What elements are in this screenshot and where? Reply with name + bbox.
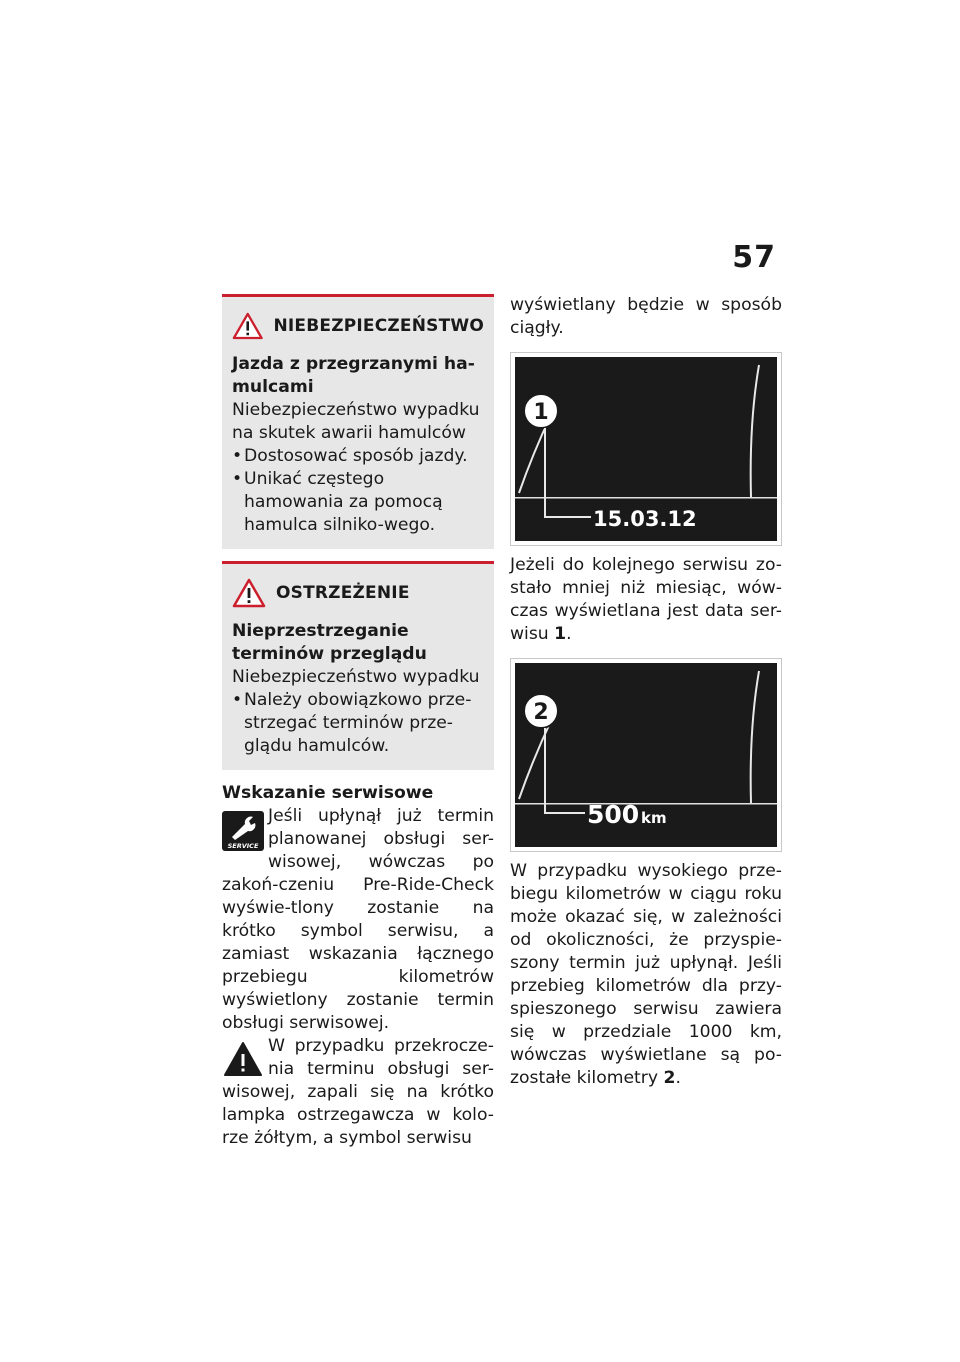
section-heading: Wskazanie serwisowe <box>222 783 434 803</box>
warning-subtitle: Nieprzestrzeganie terminów przeglądu <box>232 621 427 664</box>
danger-bullets <box>232 445 484 537</box>
warning-box <box>222 561 494 770</box>
warning-triangle-icon <box>232 311 263 341</box>
callout-2: 2 <box>533 700 549 725</box>
danger-text: Niebezpieczeństwo wypadku na skutek awarii hamulców <box>232 400 480 443</box>
warning-triangle-icon <box>232 578 266 608</box>
reference-2: 2 <box>663 1068 676 1088</box>
dashboard-display-km <box>510 658 782 852</box>
service-paragraph-1: Jeśli upłynął już termin planowanej obsługi ser-wisowej, wówczas po zakoń-czeniu Pre-Ride-Check wyświe-tlony zostanie na krótko symbol serwisu, a zamiast wskazania łącznego przebiegu kilometrów wyświetlony zostanie termin obsługi serwisowej. <box>222 806 494 1033</box>
right-paragraph-bottom-end: . <box>675 1068 681 1088</box>
warning-bullets <box>232 689 484 758</box>
reference-1: 1 <box>554 624 567 644</box>
right-paragraph-mid-text: Jeżeli do kolejnego serwisu zo-stało mniej niż miesiąc, wów-czas wyświetlana jest data ser-wisu <box>510 555 782 644</box>
dashboard-display-date <box>510 352 782 546</box>
right-paragraph-mid-end: . <box>566 624 572 644</box>
service-wrench-icon <box>222 811 264 851</box>
right-paragraph-bottom <box>510 860 782 1090</box>
warning-box-header <box>232 578 484 608</box>
warning-title: OSTRZEŻENIE <box>276 582 410 603</box>
danger-subtitle: Jazda z przegrzanymi ha-mulcami <box>232 354 475 397</box>
service-icon-label: SERVICE <box>227 842 259 850</box>
warning-lamp-icon <box>222 1039 264 1079</box>
danger-title: NIEBEZPIECZEŃSTWO <box>273 315 484 336</box>
remaining-km-value: 500 <box>587 800 640 829</box>
service-date-value: 15.03.12 <box>593 507 697 531</box>
danger-box-header <box>232 311 484 341</box>
danger-bullet-2: • Unikać częstego hamowania za pomocą hamulca silniko-wego. <box>232 468 484 537</box>
right-paragraph-top: wyświetlany będzie w sposób ciągły. <box>510 295 782 338</box>
left-column <box>222 294 494 1150</box>
warning-bullet-1: • Należy obowiązkowo prze-strzegać terminów prze-glądu hamulców. <box>232 689 484 758</box>
danger-bullet-1: • Dostosować sposób jazdy. <box>232 445 484 468</box>
danger-box <box>222 294 494 549</box>
callout-1: 1 <box>533 400 549 425</box>
remaining-km-unit: km <box>641 809 667 827</box>
page-number: 57 <box>732 240 776 275</box>
right-paragraph-bottom-text: W przypadku wysokiego prze-biegu kilometrów w ciągu roku może okazać się, w zależności od okoliczności, że przyspie-szony termin już upłynął. Jeśli przebieg kilometrów dla przy-spieszonego serwisu zawiera się w przedziale 1000 km, wówczas wyświetlane są po-zostałe kilometry <box>510 861 782 1088</box>
service-paragraph-2: W przypadku przekrocze-nia terminu obsługi ser-wisowej, zapali się na krótko lampka ostrzegawcza w kolo-rze żółtym, a symbol serwisu <box>222 1036 494 1148</box>
right-paragraph-mid <box>510 554 782 646</box>
warning-text: Niebezpieczeństwo wypadku <box>232 667 480 687</box>
right-column <box>510 294 782 1090</box>
